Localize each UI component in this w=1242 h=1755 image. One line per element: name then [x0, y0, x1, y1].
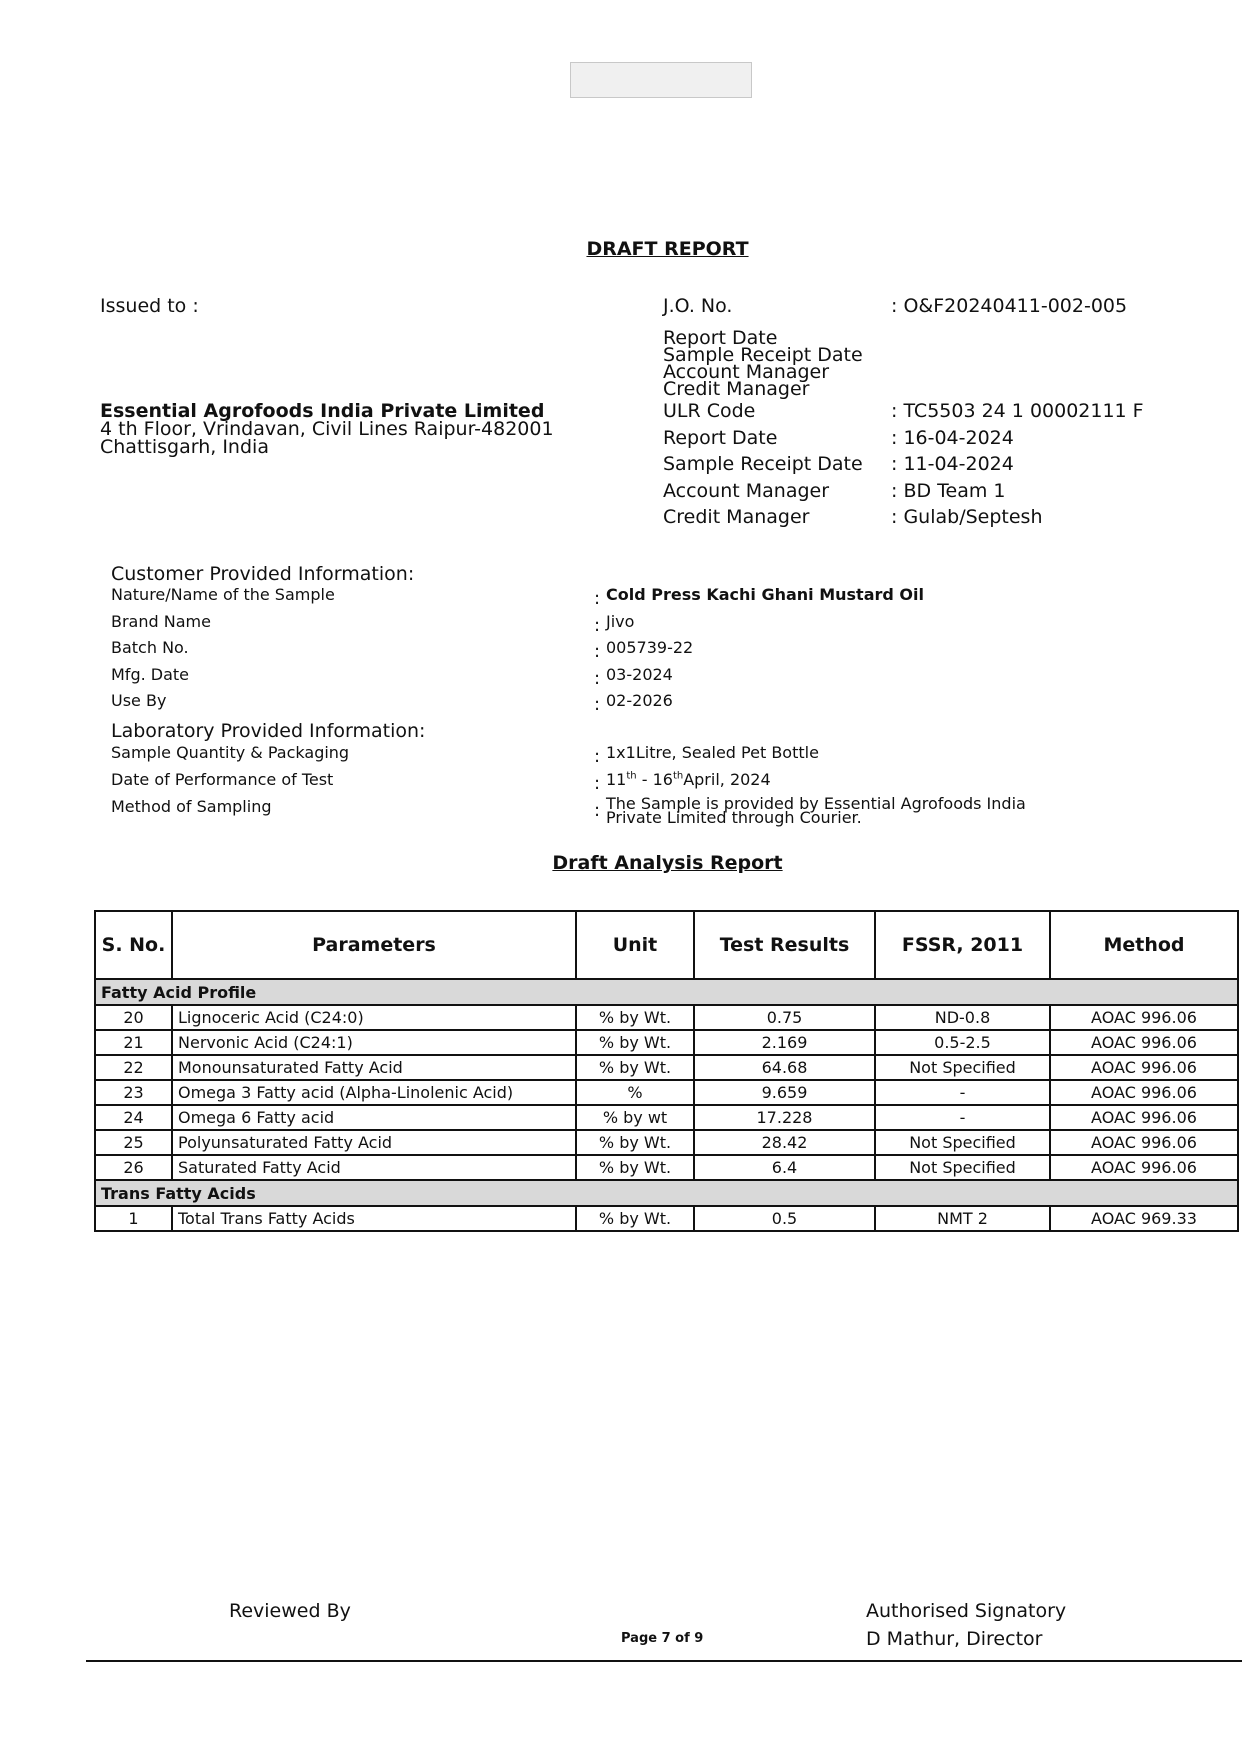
cell-method: AOAC 996.06 [1050, 1080, 1238, 1105]
info-value-sampling-method: The Sample is provided by Essential Agrofoods India Private Limited through Courier. [606, 794, 1026, 827]
customer-info-heading: Customer Provided Information: [111, 563, 415, 585]
overlap-label: Report Date [663, 327, 778, 349]
cell-result: 28.42 [694, 1130, 875, 1155]
info-label-brand: Brand Name [111, 612, 211, 631]
group-name: Fatty Acid Profile [95, 979, 1238, 1005]
info-label-sampling-method: Method of Sampling [111, 797, 272, 816]
cell-fssr: NMT 2 [875, 1206, 1050, 1231]
info-value-use-by: 02-2026 [606, 691, 673, 710]
cell-parameter: Monounsaturated Fatty Acid [172, 1055, 576, 1080]
meta-value-report-date: : 16-04-2024 [891, 427, 1014, 449]
jo-value: : O&F20240411-002-005 [891, 295, 1128, 317]
cell-method: AOAC 996.06 [1050, 1105, 1238, 1130]
info-value-batch: 005739-22 [606, 638, 694, 657]
cell-unit: % by Wt. [576, 1055, 694, 1080]
cell-result: 0.75 [694, 1005, 875, 1030]
cell-parameter: Total Trans Fatty Acids [172, 1206, 576, 1231]
table-row [95, 1130, 1238, 1155]
info-value-quantity: 1x1Litre, Sealed Pet Bottle [606, 743, 819, 762]
table-row [95, 1206, 1238, 1231]
customer-name: Essential Agrofoods India Private Limited [100, 400, 545, 422]
cell-method: AOAC 996.06 [1050, 1130, 1238, 1155]
cell-method: AOAC 996.06 [1050, 1030, 1238, 1055]
analysis-table [94, 910, 1239, 1232]
meta-label-ulr: ULR Code [663, 400, 756, 422]
cell-method: AOAC 969.33 [1050, 1206, 1238, 1231]
cell-parameter: Saturated Fatty Acid [172, 1155, 576, 1180]
col-header-fssr: FSSR, 2011 [875, 911, 1050, 979]
customer-address-line1: 4 th Floor, Vrindavan, Civil Lines Raipur-482001 [100, 418, 554, 440]
info-label-batch: Batch No. [111, 638, 189, 657]
cell-parameter: Nervonic Acid (C24:1) [172, 1030, 576, 1055]
group-row [95, 1180, 1238, 1206]
info-colon: : [594, 746, 601, 767]
cell-unit: % [576, 1080, 694, 1105]
table-row [95, 1080, 1238, 1105]
cell-parameter: Lignoceric Acid (C24:0) [172, 1005, 576, 1030]
info-colon: : [594, 668, 601, 689]
jo-label: J.O. No. [663, 295, 733, 317]
cell-method: AOAC 996.06 [1050, 1005, 1238, 1030]
cell-unit: % by Wt. [576, 1130, 694, 1155]
info-value-brand: Jivo [606, 612, 635, 631]
group-row [95, 979, 1238, 1005]
table-row [95, 1155, 1238, 1180]
cell-sno: 22 [95, 1055, 172, 1080]
cell-sno: 20 [95, 1005, 172, 1030]
meta-label-credit-manager: Credit Manager [663, 506, 810, 528]
info-colon: : [594, 773, 601, 794]
table-row [95, 1055, 1238, 1080]
meta-value-ulr: : TC5503 24 1 00002111 F [891, 400, 1144, 422]
customer-address-line2: Chattisgarh, India [100, 436, 269, 458]
analysis-title: Draft Analysis Report [552, 852, 783, 874]
info-colon: : [594, 641, 601, 662]
cell-parameter: Omega 3 Fatty acid (Alpha-Linolenic Acid) [172, 1080, 576, 1105]
table-row [95, 1105, 1238, 1130]
customer-block [100, 402, 554, 456]
cell-fssr: Not Specified [875, 1155, 1050, 1180]
footer-divider [86, 1660, 1242, 1662]
cell-sno: 26 [95, 1155, 172, 1180]
col-header-method: Method [1050, 911, 1238, 979]
report-title: DRAFT REPORT [586, 238, 749, 260]
info-colon: : [594, 800, 601, 821]
cell-result: 0.5 [694, 1206, 875, 1231]
group-name: Trans Fatty Acids [95, 1180, 1238, 1206]
table-row [95, 1005, 1238, 1030]
cell-result: 64.68 [694, 1055, 875, 1080]
cell-parameter: Omega 6 Fatty acid [172, 1105, 576, 1130]
reviewed-by-label: Reviewed By [229, 1600, 351, 1622]
info-colon: : [594, 588, 601, 609]
info-label-mfg-date: Mfg. Date [111, 665, 190, 684]
info-value-mfg-date: 03-2024 [606, 665, 673, 684]
cell-sno: 23 [95, 1080, 172, 1105]
cell-sno: 25 [95, 1130, 172, 1155]
cell-sno: 1 [95, 1206, 172, 1231]
meta-label-report-date: Report Date [663, 427, 778, 449]
cell-method: AOAC 996.06 [1050, 1055, 1238, 1080]
meta-value-account-manager: : BD Team 1 [891, 480, 1006, 502]
cell-parameter: Polyunsaturated Fatty Acid [172, 1130, 576, 1155]
cell-fssr: Not Specified [875, 1130, 1050, 1155]
overlap-label: Account Manager [663, 361, 830, 383]
issued-to-label: Issued to : [100, 295, 199, 317]
info-colon: : [594, 615, 601, 636]
cell-unit: % by wt [576, 1105, 694, 1130]
table-row [95, 1030, 1238, 1055]
col-header-sno: S. No. [95, 911, 172, 979]
cell-result: 6.4 [694, 1155, 875, 1180]
overlap-labels [663, 327, 863, 400]
info-label-quantity: Sample Quantity & Packaging [111, 743, 350, 762]
cell-sno: 21 [95, 1030, 172, 1055]
cell-fssr: 0.5-2.5 [875, 1030, 1050, 1055]
cell-unit: % by Wt. [576, 1005, 694, 1030]
cell-fssr: ND-0.8 [875, 1005, 1050, 1030]
cell-result: 2.169 [694, 1030, 875, 1055]
col-header-unit: Unit [576, 911, 694, 979]
lab-info-heading: Laboratory Provided Information: [111, 720, 426, 742]
meta-label-account-manager: Account Manager [663, 480, 830, 502]
info-label-sample-name: Nature/Name of the Sample [111, 585, 335, 604]
header-logo-placeholder [570, 62, 752, 98]
info-label-test-date: Date of Performance of Test [111, 770, 334, 789]
info-value-test-date: 11th - 16thApril, 2024 [606, 770, 771, 789]
col-header-parameters: Parameters [172, 911, 576, 979]
cell-fssr: - [875, 1080, 1050, 1105]
meta-label-receipt-date: Sample Receipt Date [663, 453, 863, 475]
overlap-label: Sample Receipt Date [663, 344, 863, 366]
cell-unit: % by Wt. [576, 1030, 694, 1055]
cell-fssr: Not Specified [875, 1055, 1050, 1080]
signatory-name: D Mathur, Director [866, 1628, 1043, 1650]
info-value-sample-name: Cold Press Kachi Ghani Mustard Oil [606, 585, 924, 604]
meta-value-receipt-date: : 11-04-2024 [891, 453, 1014, 475]
cell-unit: % by Wt. [576, 1206, 694, 1231]
cell-fssr: - [875, 1105, 1050, 1130]
col-header-results: Test Results [694, 911, 875, 979]
cell-method: AOAC 996.06 [1050, 1155, 1238, 1180]
cell-unit: % by Wt. [576, 1155, 694, 1180]
info-label-use-by: Use By [111, 691, 167, 710]
cell-result: 9.659 [694, 1080, 875, 1105]
info-colon: : [594, 694, 601, 715]
signatory-label: Authorised Signatory [866, 1600, 1067, 1622]
cell-result: 17.228 [694, 1105, 875, 1130]
table-header-row [95, 911, 1238, 979]
overlap-label: Credit Manager [663, 378, 810, 400]
cell-sno: 24 [95, 1105, 172, 1130]
page-number: Page 7 of 9 [621, 1631, 704, 1646]
meta-value-credit-manager: : Gulab/Septesh [891, 506, 1043, 528]
